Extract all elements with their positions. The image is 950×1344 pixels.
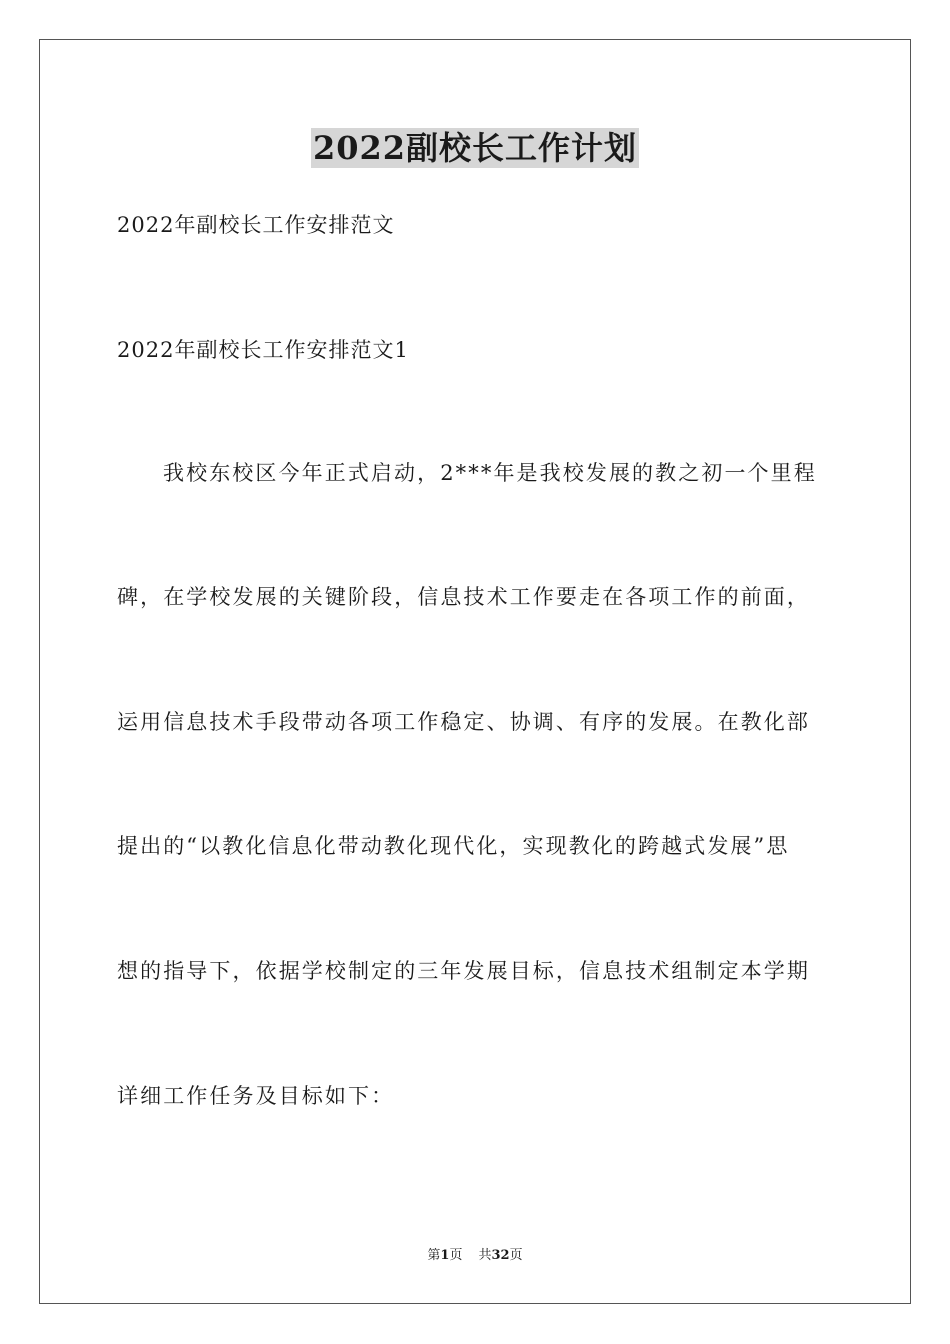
section-heading: 2022年副校长工作安排范文1 [117, 338, 409, 362]
paragraph-line-3: 运用信息技术手段带动各项工作稳定、协调、有序的发展。在教化部 [117, 710, 810, 734]
footer-total-suffix: 页 [509, 1248, 523, 1263]
paragraph-line-2: 碑，在学校发展的关键阶段，信息技术工作要走在各项工作的前面， [117, 585, 810, 609]
paragraph-line-5: 想的指导下，依据学校制定的三年发展目标，信息技术组制定本学期 [117, 959, 810, 983]
page-footer [0, 1247, 950, 1265]
footer-page-suffix: 页 [449, 1248, 463, 1263]
footer-total-pages: 32 [491, 1248, 510, 1263]
footer-total-prefix: 共 [478, 1248, 492, 1263]
document-title-block [0, 128, 950, 174]
paragraph-line-1: 我校东校区今年正式启动，2***年是我校发展的教之初一个里程 [163, 461, 817, 485]
paragraph-line-4: 提出的“以教化信息化带动教化现代化，实现教化的跨越式发展”思 [117, 834, 790, 858]
paragraph-line-6: 详细工作任务及目标如下： [117, 1084, 395, 1108]
document-title: 2022副校长工作计划 [312, 129, 638, 167]
document-subtitle: 2022年副校长工作安排范文 [117, 213, 395, 237]
footer-page-prefix: 第 [427, 1248, 441, 1263]
footer-page-number: 1 [440, 1248, 450, 1263]
